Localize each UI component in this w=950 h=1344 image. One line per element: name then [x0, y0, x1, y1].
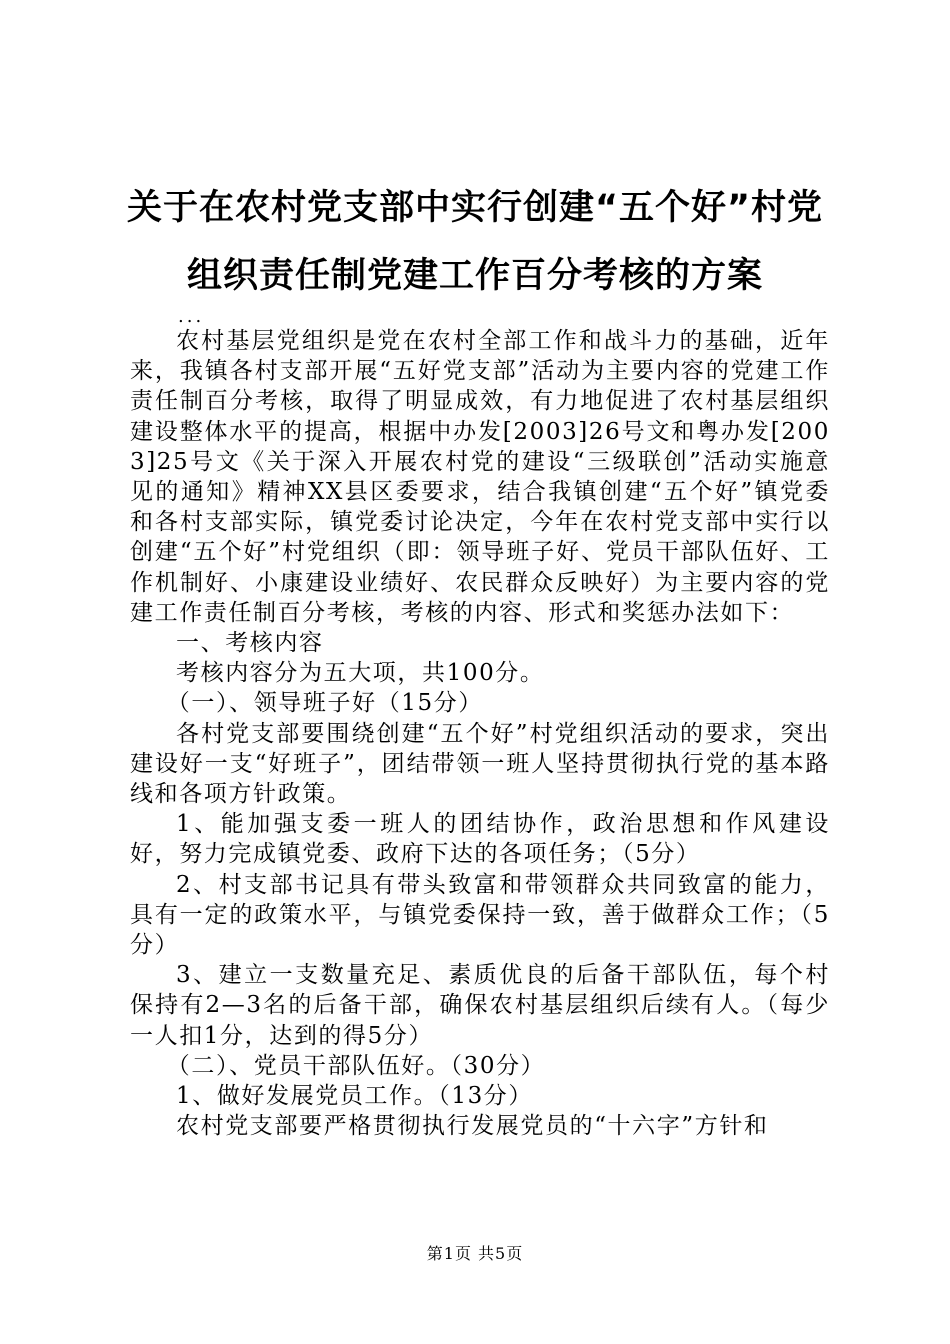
document-title: [110, 174, 840, 310]
paragraph: 各村党支部要围绕创建“五个好”村党组织活动的要求，突出建设好一支“好班子”，团结带领一班人坚持贯彻执行党的基本路线和各项方针政策。: [130, 720, 830, 808]
ellipsis-mark: ...: [178, 306, 205, 327]
paragraph: 农村党支部要严格贯彻执行发展党员的“十六字”方针和: [176, 1113, 769, 1140]
list-item: 1、能加强支委一班人的团结协作，政治思想和作风建设好，努力完成镇党委、政府下达的各项任务；（5分）: [130, 811, 830, 868]
subsection-heading: （一）、领导班子好（15分）: [166, 690, 483, 717]
subsection-heading: （二）、党员干部队伍好。（30分）: [166, 1052, 546, 1079]
section-heading: 一、考核内容: [176, 630, 324, 657]
list-item: 2、村支部书记具有带头致富和带领群众共同致富的能力，具有一定的政策水平，与镇党委保持一致，善于做群众工作；（5分）: [130, 871, 830, 959]
title-line-2: 组织责任制党建工作百分考核的方案: [186, 256, 763, 296]
document-body: [130, 326, 830, 1141]
list-item: 1、做好发展党员工作。（13分）: [176, 1083, 533, 1110]
paragraph-intro: 农村基层党组织是党在农村全部工作和战斗力的基础，近年来，我镇各村支部开展“五好党支部”活动为主要内容的党建工作责任制百分考核，取得了明显成效，有力地促进了农村基层组织建设整体水平的提高，根据中办发[2003]26号文和粤办发[2003]25号文《关于深入开展农村党的建设“三级联创”活动实施意见的通知》精神XX县区委要求，结合我镇创建“五个好”镇党委和各村支部实际，镇党委讨论决定，今年在农村党支部中实行以创建“五个好”村党组织（即：领导班子好、党员干部队伍好、工作机制好、小康建设业绩好、农民群众反映好）为主要内容的党建工作责任制百分考核，考核的内容、形式和奖惩办法如下：: [130, 328, 830, 626]
list-item: 3、建立一支数量充足、素质优良的后备干部队伍，每个村保持有2—3名的后备干部，确保农村基层组织后续有人。（每少一人扣1分，达到的得5分）: [130, 962, 830, 1049]
title-line-1: 关于在农村党支部中实行创建“五个好”村党: [126, 188, 823, 228]
page-number-footer: 第1页 共5页: [426, 1244, 524, 1263]
paragraph: 考核内容分为五大项，共100分。: [176, 660, 545, 687]
